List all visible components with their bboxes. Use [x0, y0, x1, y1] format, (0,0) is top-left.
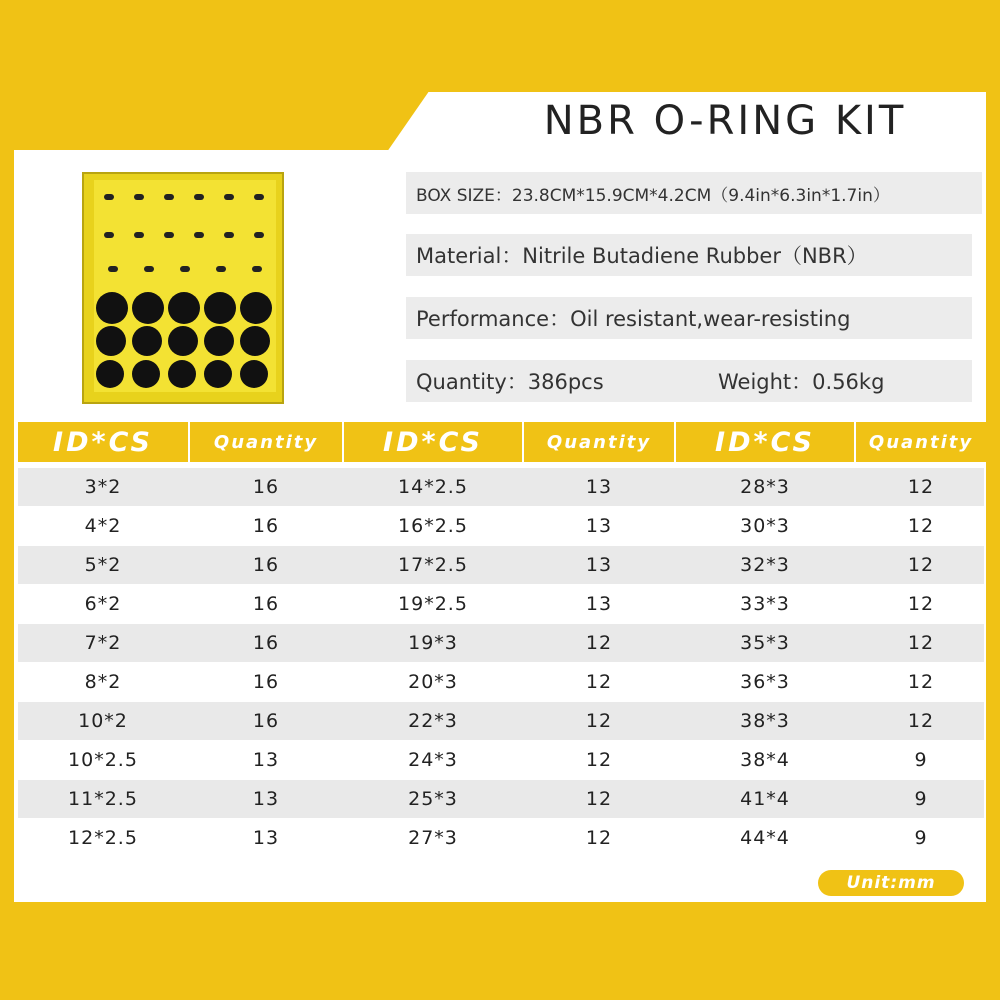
cell-quantity: 16	[252, 671, 280, 693]
cell-quantity: 12	[585, 827, 613, 849]
cell-id-cs: 3*2	[84, 476, 122, 498]
o-ring-icon	[204, 292, 236, 324]
cell-quantity: 12	[907, 671, 935, 693]
o-ring-icon	[132, 292, 164, 324]
cell-id-cs: 24*3	[408, 749, 458, 771]
small-o-ring-icon	[144, 266, 154, 272]
cell-id-cs: 44*4	[740, 827, 790, 849]
header-quantity-3: Quantity	[856, 422, 986, 462]
cell-quantity: 12	[907, 554, 935, 576]
small-o-ring-icon	[254, 194, 264, 200]
cell-id-cs: 30*3	[740, 515, 790, 537]
cell-quantity: 12	[907, 476, 935, 498]
o-ring-icon	[96, 326, 126, 356]
small-o-ring-icon	[134, 232, 144, 238]
o-ring-icon	[204, 360, 232, 388]
cell-quantity: 13	[252, 788, 280, 810]
cell-quantity: 12	[585, 788, 613, 810]
small-o-ring-icon	[194, 194, 204, 200]
cell-quantity: 9	[914, 749, 928, 771]
cell-id-cs: 25*3	[408, 788, 458, 810]
cell-id-cs: 38*4	[740, 749, 790, 771]
cell-quantity: 13	[585, 476, 613, 498]
header-id-cs-3: ID*CS	[676, 422, 854, 462]
spec-material: Material：Nitrile Butadiene Rubber（NBR）	[406, 234, 972, 276]
o-ring-icon	[168, 292, 200, 324]
kit-case	[82, 172, 284, 404]
cell-quantity: 16	[252, 710, 280, 732]
o-ring-icon	[96, 360, 124, 388]
cell-quantity: 12	[585, 710, 613, 732]
cell-id-cs: 35*3	[740, 632, 790, 654]
o-ring-icon	[168, 326, 198, 356]
header-id-cs-2: ID*CS	[344, 422, 522, 462]
header-quantity-2: Quantity	[524, 422, 674, 462]
small-o-ring-icon	[224, 194, 234, 200]
cell-id-cs: 20*3	[408, 671, 458, 693]
cell-id-cs: 33*3	[740, 593, 790, 615]
cell-id-cs: 10*2	[78, 710, 128, 732]
small-o-ring-icon	[104, 194, 114, 200]
cell-id-cs: 41*4	[740, 788, 790, 810]
spec-weight: Weight：0.56kg	[718, 370, 885, 394]
cell-quantity: 12	[585, 671, 613, 693]
cell-id-cs: 19*3	[408, 632, 458, 654]
cell-id-cs: 32*3	[740, 554, 790, 576]
cell-id-cs: 14*2.5	[398, 476, 468, 498]
cell-id-cs: 11*2.5	[68, 788, 138, 810]
cell-quantity: 13	[585, 515, 613, 537]
small-o-ring-icon	[108, 266, 118, 272]
o-ring-icon	[132, 326, 162, 356]
cell-quantity: 12	[585, 632, 613, 654]
cell-id-cs: 7*2	[84, 632, 122, 654]
unit-badge: Unit:mm	[818, 870, 964, 896]
cell-quantity: 13	[585, 554, 613, 576]
cell-id-cs: 5*2	[84, 554, 122, 576]
cell-quantity: 12	[907, 710, 935, 732]
cell-id-cs: 27*3	[408, 827, 458, 849]
small-o-ring-icon	[194, 232, 204, 238]
cell-id-cs: 17*2.5	[398, 554, 468, 576]
kit-tray	[94, 180, 276, 392]
cell-quantity: 16	[252, 593, 280, 615]
small-o-ring-icon	[252, 266, 262, 272]
cell-quantity: 13	[252, 827, 280, 849]
cell-id-cs: 6*2	[84, 593, 122, 615]
small-o-ring-icon	[216, 266, 226, 272]
o-ring-icon	[96, 292, 128, 324]
spec-performance: Performance：Oil resistant,wear-resisting	[406, 297, 972, 339]
spec-box-size: BOX SIZE：23.8CM*15.9CM*4.2CM（9.4in*6.3in*1.7in）	[406, 172, 982, 214]
cell-id-cs: 10*2.5	[68, 749, 138, 771]
small-o-ring-icon	[224, 232, 234, 238]
o-ring-icon	[132, 360, 160, 388]
small-o-ring-icon	[164, 232, 174, 238]
cell-id-cs: 28*3	[740, 476, 790, 498]
cell-id-cs: 19*2.5	[398, 593, 468, 615]
header-quantity-1: Quantity	[190, 422, 342, 462]
o-ring-icon	[168, 360, 196, 388]
cell-quantity: 13	[585, 593, 613, 615]
cell-id-cs: 16*2.5	[398, 515, 468, 537]
cell-quantity: 16	[252, 515, 280, 537]
cell-quantity: 12	[585, 749, 613, 771]
o-ring-icon	[240, 360, 268, 388]
cell-quantity: 9	[914, 788, 928, 810]
oring-kit-box-image	[78, 170, 288, 410]
spec-quantity: Quantity：386pcs	[416, 370, 604, 394]
cell-id-cs: 36*3	[740, 671, 790, 693]
cell-id-cs: 4*2	[84, 515, 122, 537]
cell-id-cs: 38*3	[740, 710, 790, 732]
cell-quantity: 13	[252, 749, 280, 771]
page-title: NBR O-RING KIT	[543, 98, 907, 144]
cell-quantity: 16	[252, 554, 280, 576]
small-o-ring-icon	[180, 266, 190, 272]
cell-quantity: 16	[252, 476, 280, 498]
o-ring-icon	[240, 326, 270, 356]
cell-id-cs: 12*2.5	[68, 827, 138, 849]
spec-quantity-weight	[406, 360, 972, 402]
cell-id-cs: 8*2	[84, 671, 122, 693]
cell-id-cs: 22*3	[408, 710, 458, 732]
small-o-ring-icon	[134, 194, 144, 200]
o-ring-icon	[204, 326, 234, 356]
small-o-ring-icon	[254, 232, 264, 238]
o-ring-icon	[240, 292, 272, 324]
cell-quantity: 16	[252, 632, 280, 654]
cell-quantity: 9	[914, 827, 928, 849]
small-o-ring-icon	[104, 232, 114, 238]
small-o-ring-icon	[164, 194, 174, 200]
cell-quantity: 12	[907, 632, 935, 654]
cell-quantity: 12	[907, 593, 935, 615]
header-id-cs-1: ID*CS	[18, 422, 188, 462]
cell-quantity: 12	[907, 515, 935, 537]
